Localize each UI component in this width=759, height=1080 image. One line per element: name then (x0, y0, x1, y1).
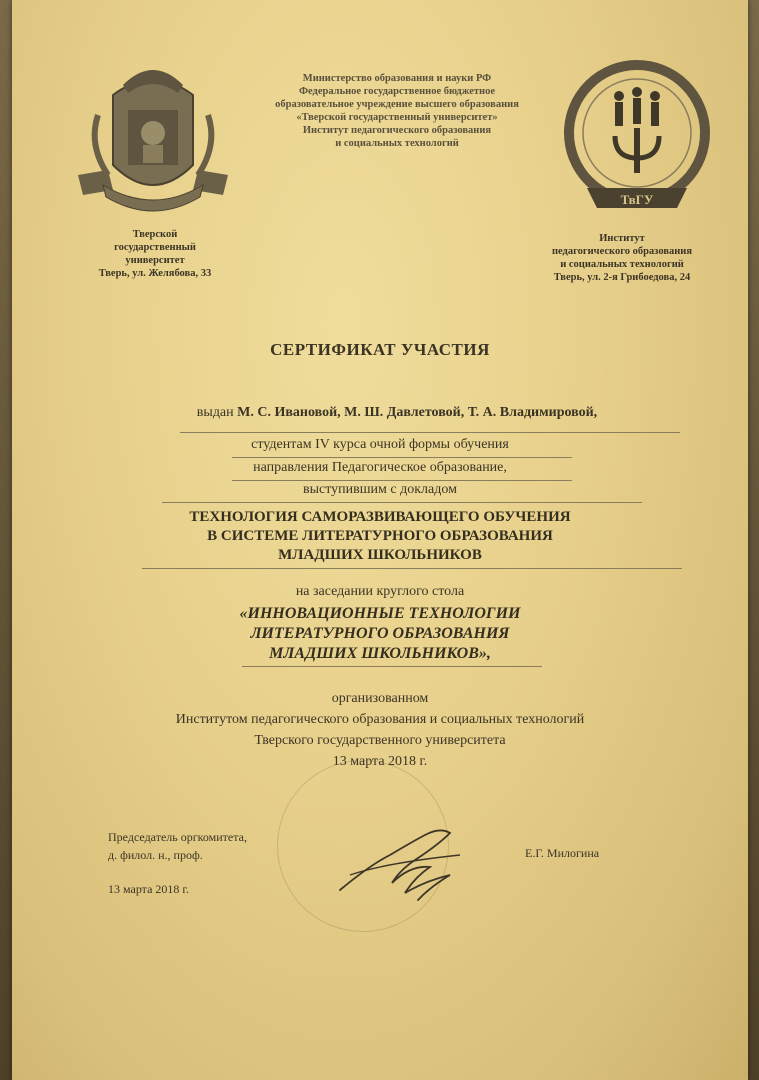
divider (162, 502, 642, 503)
divider (242, 666, 542, 667)
header-institution-text: Министерство образования и науки РФ Федеральное государственное бюджетное образовательное учреждение высшего образования «Тверской государственный университет» Институт педагогического образования и социальных технологий (275, 73, 519, 149)
chair-name: Е.Г. Милогина (525, 846, 600, 860)
report-title: ТЕХНОЛОГИЯ САМОРАЗВИВАЮЩЕГО ОБУЧЕНИЯ В СИСТЕМЕ ЛИТЕРАТУРНОГО ОБРАЗОВАНИЯ МЛАДШИХ ШКОЛЬНИКОВ (189, 509, 571, 563)
students-line: студентам IV курса очной формы обучения (251, 437, 509, 452)
logo-text: ТвГУ (620, 192, 654, 207)
divider (232, 480, 572, 481)
certificate-title: СЕРТИФИКАТ УЧАСТИЯ (270, 340, 490, 359)
chair-role: Председатель оргкомитета, д. филол. н., проф. (108, 830, 247, 862)
direction-line: направления Педагогическое образование, (253, 460, 507, 475)
divider (180, 432, 680, 433)
issued-line (72, 405, 722, 421)
divider (232, 457, 572, 458)
divider (142, 568, 682, 569)
recipients: М. С. Ивановой, М. Ш. Давлетовой, Т. А. Владимировой, (237, 405, 598, 420)
left-caption: Тверской государственный университет Тверь, ул. Желябова, 33 (98, 229, 212, 279)
organizer-block: организованном Институтом педагогического образования и социальных технологий Тверского государственного университета 13 марта 2018 г. (175, 691, 585, 769)
right-caption: Институт педагогического образования и социальных технологий Тверь, ул. 2-я Грибоедова, 24 (551, 233, 693, 283)
issue-date: 13 марта 2018 г. (108, 882, 189, 896)
certificate-page (12, 0, 748, 1080)
university-crest-icon (68, 55, 238, 225)
report-intro-line: выступившим с докладом (303, 482, 457, 497)
event-intro-line: на заседании круглого стола (295, 584, 465, 599)
institute-logo-icon (557, 58, 717, 218)
event-title: «ИННОВАЦИОННЫЕ ТЕХНОЛОГИИ ЛИТЕРАТУРНОГО ОБРАЗОВАНИЯ МЛАДШИХ ШКОЛЬНИКОВ», (239, 605, 521, 662)
handwritten-signature (330, 815, 470, 905)
issued-prefix: выдан (196, 405, 234, 420)
